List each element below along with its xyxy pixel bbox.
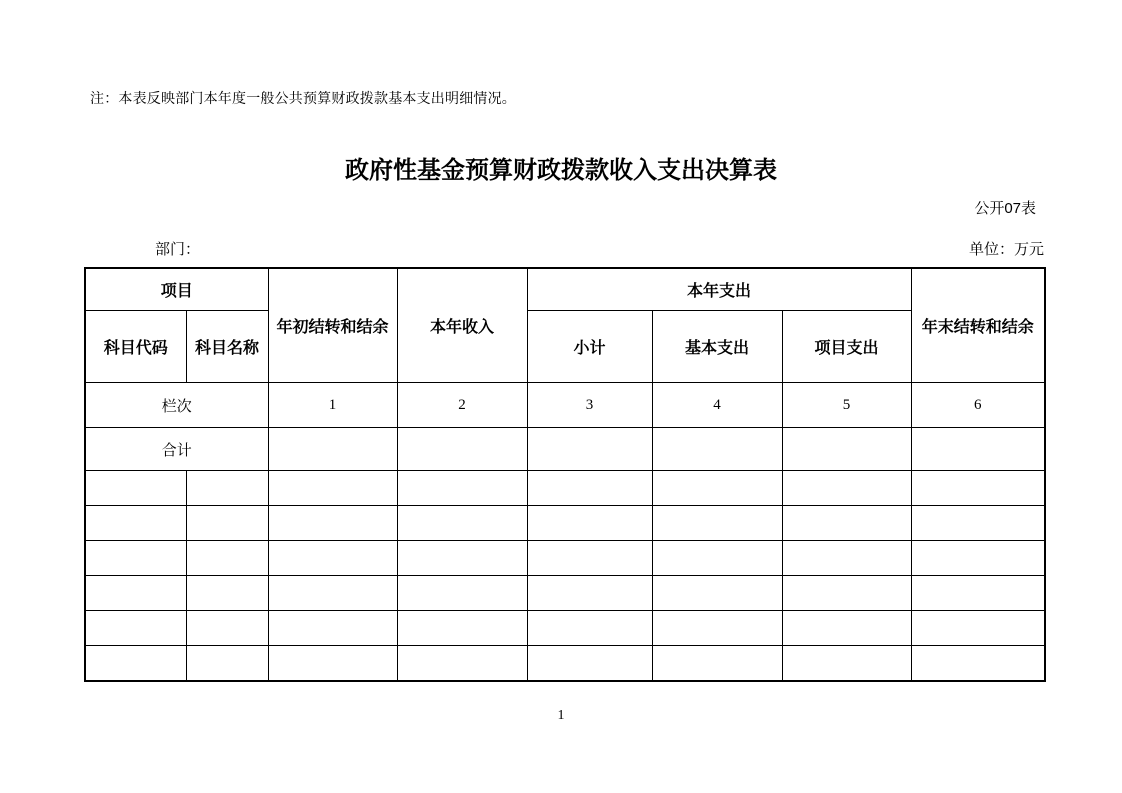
header-project: 项目 — [85, 268, 268, 311]
department-label: 部门： — [155, 241, 201, 258]
header-subject-name: 科目名称 — [186, 311, 268, 383]
empty-row — [85, 646, 1045, 682]
total-value-6 — [911, 428, 1045, 471]
empty-row — [85, 576, 1045, 611]
column-index-row — [85, 383, 1045, 428]
document-title: 政府性基金预算财政拨款收入支出决算表 — [345, 157, 777, 184]
column-index-4: 4 — [652, 383, 782, 428]
total-row — [85, 428, 1045, 471]
header-project-expenditure: 项目支出 — [782, 311, 911, 383]
total-label: 合计 — [85, 428, 268, 471]
header-current-year-expenditure: 本年支出 — [527, 268, 911, 311]
empty-row — [85, 541, 1045, 576]
column-index-3: 3 — [527, 383, 652, 428]
total-value-5 — [782, 428, 911, 471]
empty-row — [85, 506, 1045, 541]
header-year-end-balance: 年末结转和结余 — [911, 268, 1045, 383]
unit-label: 单位：万元 — [968, 241, 1044, 258]
empty-row — [85, 471, 1045, 506]
header-current-year-income: 本年收入 — [397, 268, 527, 383]
table-header-row-1 — [85, 268, 1045, 311]
total-value-2 — [397, 428, 527, 471]
header-basic-expenditure: 基本支出 — [652, 311, 782, 383]
column-index-6: 6 — [911, 383, 1045, 428]
empty-row — [85, 611, 1045, 646]
header-subject-code: 科目代码 — [85, 311, 186, 383]
column-index-1: 1 — [268, 383, 397, 428]
column-index-5: 5 — [782, 383, 911, 428]
total-value-3 — [527, 428, 652, 471]
column-index-2: 2 — [397, 383, 527, 428]
column-index-label: 栏次 — [85, 383, 268, 428]
total-value-1 — [268, 428, 397, 471]
table-code-label: 公开07表 — [974, 200, 1036, 217]
budget-table — [84, 267, 1046, 682]
page-number: 1 — [557, 708, 565, 723]
header-beginning-balance: 年初结转和结余 — [268, 268, 397, 383]
note-text: 注：本表反映部门本年度一般公共预算财政拨款基本支出明细情况。 — [90, 90, 516, 106]
total-value-4 — [652, 428, 782, 471]
meta-row — [84, 238, 1044, 259]
header-subtotal: 小计 — [527, 311, 652, 383]
table-header-row-2 — [85, 311, 1045, 383]
